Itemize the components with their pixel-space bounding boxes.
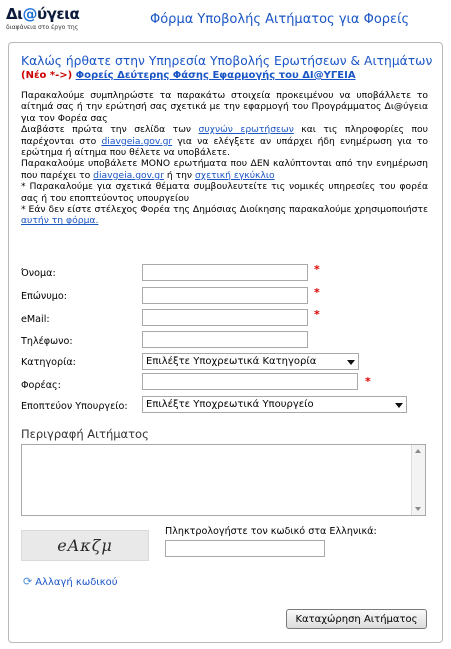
- refresh-captcha-link[interactable]: ⟳ Αλλαγή κωδικού: [23, 575, 118, 588]
- intro-paragraph-4: * Παρακαλούμε για σχετικά θέματα συμβουλευτείτε τις νομικές υπηρεσίες του φορέα σας ή του εποπτεύοντος υπουργείου: [21, 181, 428, 204]
- first-name-label: Όνομα:: [21, 268, 56, 279]
- chevron-down-icon: [395, 403, 403, 408]
- diavgeia-link[interactable]: diavgeia.gov.gr: [101, 135, 173, 147]
- circular-link[interactable]: σχετική εγκύκλιο: [194, 169, 275, 181]
- intro-paragraph-3: Παρακαλούμε υποβάλετε ΜΟΝΟ ερωτήματα που ΔΕΝ καλύπτονται από την ενημέρωση που παρέχει το diavgeia.gov.gr ή την σχετική εγκύκλιο: [21, 158, 428, 181]
- first-name-required-mark: *: [314, 263, 320, 276]
- description-label: Περιγραφή Αιτήματος: [21, 427, 149, 441]
- phone-label: Τηλέφωνο:: [21, 336, 73, 347]
- email-label: eMail:: [21, 314, 50, 325]
- organization-required-mark: *: [365, 375, 371, 388]
- chevron-down-icon: [347, 360, 355, 365]
- second-phase-link[interactable]: Φορείς Δεύτερης Φάσης Εφαρμογής του ΔΙ@ΥΓΕΙΑ: [75, 70, 356, 81]
- captcha-image: eΑκζμ: [21, 530, 149, 561]
- last-name-required-mark: *: [314, 286, 320, 299]
- request-form-panel: [8, 42, 443, 643]
- phone-input[interactable]: [142, 331, 308, 348]
- diavgeia-link-2[interactable]: diavgeia.gov.gr: [93, 169, 164, 181]
- new-tag: (Νέο *->): [21, 70, 73, 81]
- diavgeia-logo: Δι@ύγεια διαφάνεια στο έργο της: [6, 6, 86, 36]
- ministry-label: Εποπτεύον Υπουργείο:: [21, 401, 128, 412]
- intro-text: [21, 90, 428, 227]
- new-notice: [21, 70, 356, 81]
- ministry-select[interactable]: Επιλέξτε Υποχρεωτικά Υπουργείο: [142, 396, 407, 413]
- intro-paragraph-5: * Εάν δεν είστε στέλεχος Φορέα της Δημόσιας Διοίκησης παρακαλούμε χρησιμοποιήστε αυτήν τη φόρμα.: [21, 204, 428, 227]
- category-select[interactable]: Επιλέξτε Υποχρεωτικά Κατηγορία: [142, 353, 359, 370]
- last-name-label: Επώνυμο:: [21, 291, 67, 302]
- intro-paragraph-2: Διαβάστε πρώτα την σελίδα των συχνών ερωτήσεων και τις πληροφορίες που παρέχονται στο diavgeia.gov.gr για να ελέγξετε αν υπάρχει ήδη ενημέρωση για το ερώτημα ή αίτημα που θέλετε να υποβάλετε.: [21, 124, 428, 159]
- description-textarea[interactable]: [21, 444, 426, 516]
- submit-button[interactable]: Καταχώρηση Αιτήματος: [286, 609, 427, 629]
- intro-paragraph-1: Παρακαλούμε συμπληρώστε τα παρακάτω στοιχεία προκειμένου να υποβάλλετε το αίτημά σας ή την ερώτησή σας σχετικά με την εφαρμογή του Προγράμματος Δι@ύγεια για τον Φορέα σας: [21, 90, 428, 124]
- scroll-up-icon[interactable]: [415, 449, 421, 453]
- first-name-input[interactable]: [142, 264, 308, 281]
- category-label: Κατηγορία:: [21, 357, 76, 368]
- faq-link[interactable]: συχνών ερωτήσεων: [198, 124, 294, 136]
- welcome-heading: Καλώς ήρθατε στην Υπηρεσία Υποβολής Ερωτήσεων & Αιτημάτων: [21, 54, 433, 68]
- captcha-label: Πληκτρολογήστε τον κωδικό στα Ελληνικά:: [165, 526, 377, 537]
- page-title: Φόρμα Υποβολής Αιτήματος για Φορείς: [150, 12, 410, 27]
- textarea-scrollbar[interactable]: [411, 445, 425, 515]
- other-form-link[interactable]: αυτήν τη φόρμα.: [21, 215, 99, 227]
- email-required-mark: *: [314, 308, 320, 321]
- scroll-down-icon[interactable]: [415, 507, 421, 511]
- organization-input[interactable]: [142, 373, 358, 390]
- logo-tagline: διαφάνεια στο έργο της: [6, 24, 79, 31]
- email-input[interactable]: [142, 309, 308, 326]
- refresh-icon: ⟳: [23, 575, 33, 588]
- captcha-input[interactable]: [165, 540, 325, 557]
- last-name-input[interactable]: [142, 287, 308, 304]
- organization-label: Φορέας:: [21, 380, 61, 391]
